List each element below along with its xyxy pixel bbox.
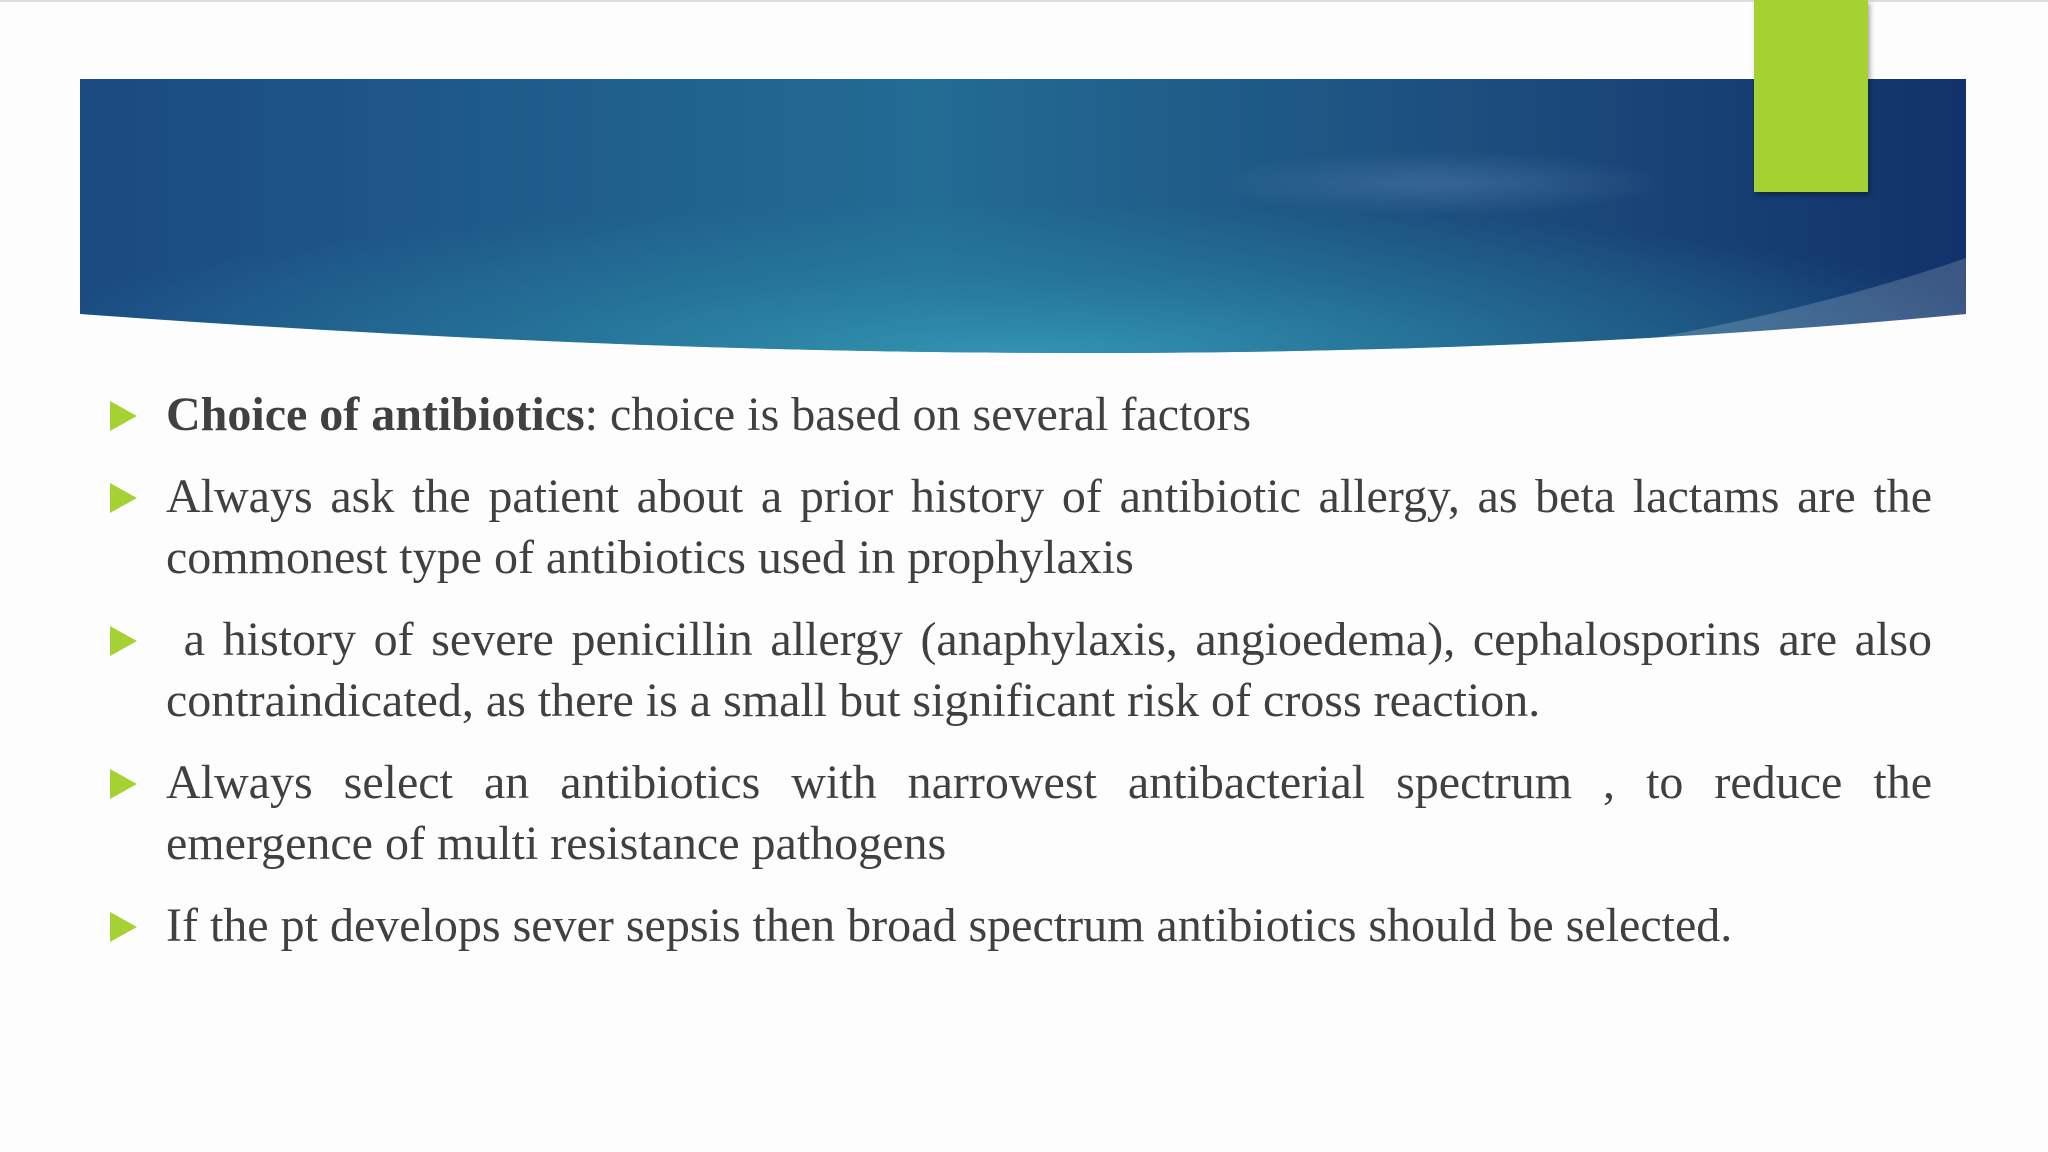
- list-item: [108, 466, 1932, 588]
- list-item: [108, 895, 1932, 956]
- triangle-bullet-icon: [110, 626, 137, 656]
- triangle-bullet-icon: [110, 483, 137, 513]
- bullet-heading: Choice of antibiotics: [166, 388, 585, 441]
- triangle-bullet-icon: [110, 769, 137, 799]
- header-banner: [0, 0, 2048, 400]
- bullet-text: a history of severe penicillin allergy (anaphylaxis, angioedema), cephalosporins are also contraindicated, as there is a small but significant risk of cross reaction.: [166, 613, 1945, 727]
- triangle-bullet-icon: [110, 912, 137, 942]
- bullet-text: : choice is based on several factors: [584, 388, 1252, 441]
- list-item: [108, 609, 1945, 731]
- bullet-list: [108, 384, 1945, 977]
- green-accent-tab: [1754, 0, 1868, 192]
- bullet-text: Always ask the patient about a prior history of antibiotic allergy, as beta lactams are the commonest type of antibiotics used in prophylaxis: [166, 470, 1932, 584]
- list-item: [108, 752, 1932, 874]
- list-item: [108, 384, 1932, 445]
- bullet-text: If the pt develops sever sepsis then broad spectrum antibiotics should be selected.: [166, 899, 1733, 952]
- bullet-text: Always select an antibiotics with narrowest antibacterial spectrum , to reduce the emergence of multi resistance pathogens: [166, 756, 1932, 870]
- triangle-bullet-icon: [110, 401, 137, 431]
